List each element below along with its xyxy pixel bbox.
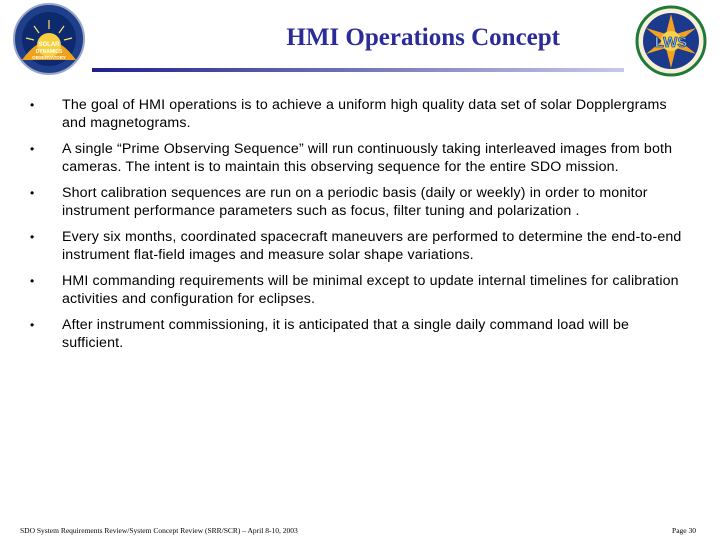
bullet-dot: • [30, 318, 35, 332]
bullet-text: Every six months, coordinated spacecraft maneuvers are performed to determine the end-to-end instrument flat-field images and measure solar shape variations. [62, 229, 682, 263]
footer-review-title: SDO System Requirements Review/System Concept Review (SRR/SCR) – April 8-10, 2003 [20, 526, 298, 535]
bullet-dot: • [30, 186, 35, 200]
bullet-item [30, 140, 690, 176]
bullet-item [30, 316, 690, 352]
page-number: Page 30 [672, 526, 696, 535]
bullet-dot: • [30, 230, 35, 244]
slide-title: HMI Operations Concept [286, 24, 560, 51]
svg-text:OBSERVATORY: OBSERVATORY [32, 55, 66, 60]
bullet-text: The goal of HMI operations is to achieve a uniform high quality data set of solar Dopplergrams and magnetograms. [62, 97, 667, 131]
bullet-item [30, 272, 690, 308]
svg-text:LWS: LWS [654, 34, 688, 51]
bullet-item [30, 228, 690, 264]
bullet-item [30, 96, 690, 132]
bullet-text: Short calibration sequences are run on a periodic basis (daily or weekly) in order to monitor instrument performance parameters such as focus, filter tuning and polarization . [62, 185, 648, 219]
bullet-dot: • [30, 274, 35, 288]
bullet-dot: • [30, 142, 35, 156]
title-underline [92, 68, 624, 72]
lws-logo [626, 4, 716, 78]
svg-text:DYNAMICS: DYNAMICS [35, 49, 63, 55]
bullet-list [30, 96, 690, 360]
bullet-text: A single “Prime Observing Sequence” will run continuously taking interleaved images from both cameras. The intent is to maintain this observing sequence for the entire SDO mission. [62, 141, 673, 175]
bullet-dot: • [30, 98, 35, 112]
bullet-text: HMI commanding requirements will be minimal except to update internal timelines for calibration activities and configuration for eclipses. [62, 273, 679, 307]
bullet-text: After instrument commissioning, it is anticipated that a single daily command load will be sufficient. [62, 317, 630, 351]
svg-text:SOLAR: SOLAR [38, 42, 60, 48]
bullet-item [30, 184, 690, 220]
